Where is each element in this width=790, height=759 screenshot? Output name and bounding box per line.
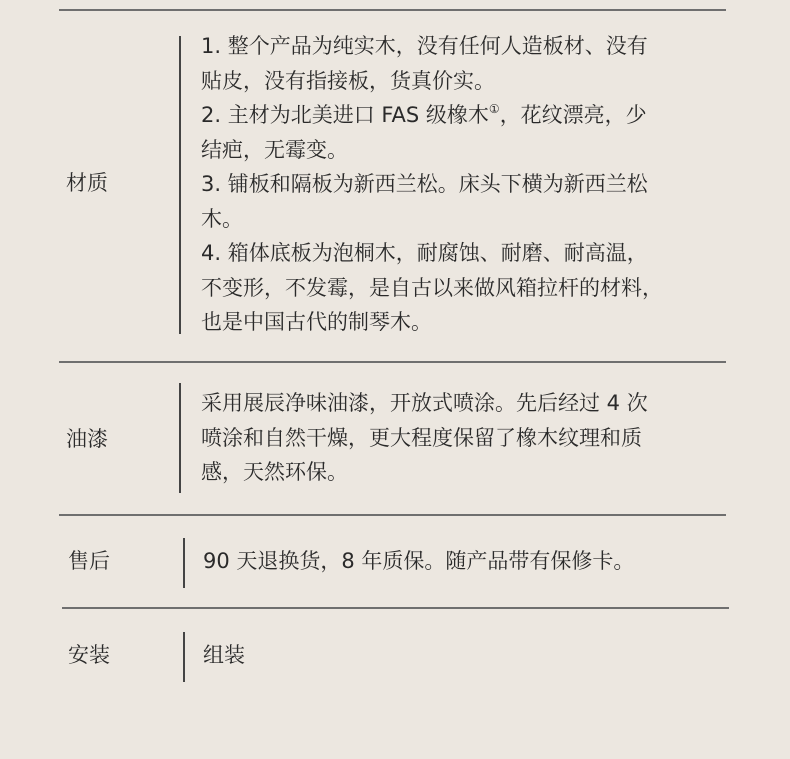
content-line: 感，天然环保。 <box>201 460 348 484</box>
row-label-paint: 油漆 <box>66 427 108 451</box>
row-divider-bar-paint <box>179 383 181 493</box>
row-divider-1 <box>59 361 726 363</box>
content-line-tail: ，花纹漂亮，少 <box>499 103 647 127</box>
row-divider-2 <box>59 514 726 516</box>
content-line-text: 2. 主材为北美进口 FAS 级橡木 <box>201 103 489 127</box>
content-line: 组装 <box>203 643 245 667</box>
footnote-marker: ① <box>488 102 500 116</box>
content-line: 喷涂和自然干燥，更大程度保留了橡木纹理和质 <box>201 425 642 450</box>
row-divider-3 <box>62 607 729 609</box>
row-label-material: 材质 <box>66 171 108 195</box>
content-line <box>201 98 663 133</box>
row-divider-bar-after-sales <box>183 538 185 588</box>
top-rule <box>59 9 726 11</box>
content-line: 木。 <box>201 206 243 231</box>
row-content-after-sales <box>203 544 634 579</box>
content-line: 采用展辰净味油漆，开放式喷涂。先后经过 4 次 <box>201 391 648 415</box>
row-label-after-sales: 售后 <box>68 549 110 573</box>
content-line: 也是中国古代的制琴木。 <box>201 310 432 334</box>
content-line: 90 天退换货，8 年质保。随产品带有保修卡。 <box>203 549 635 573</box>
content-line: 1. 整个产品为纯实木，没有任何人造板材、没有 <box>201 34 648 58</box>
row-label-installation: 安装 <box>68 643 110 667</box>
content-line: 4. 箱体底板为泡桐木，耐腐蚀、耐磨、耐高温， <box>201 241 648 265</box>
content-line: 3. 铺板和隔板为新西兰松。床头下横为新西兰松 <box>201 172 648 196</box>
row-content-installation <box>203 638 245 673</box>
content-line: 结疤，无霉变。 <box>201 137 348 162</box>
row-content-material <box>201 29 663 340</box>
row-divider-bar-material <box>179 36 181 334</box>
content-line: 不变形，不发霉，是自古以来做风箱拉杆的材料， <box>201 275 663 300</box>
content-line: 贴皮，没有指接板，货真价实。 <box>201 68 495 93</box>
row-divider-bar-installation <box>183 632 185 682</box>
row-content-paint <box>201 386 648 490</box>
